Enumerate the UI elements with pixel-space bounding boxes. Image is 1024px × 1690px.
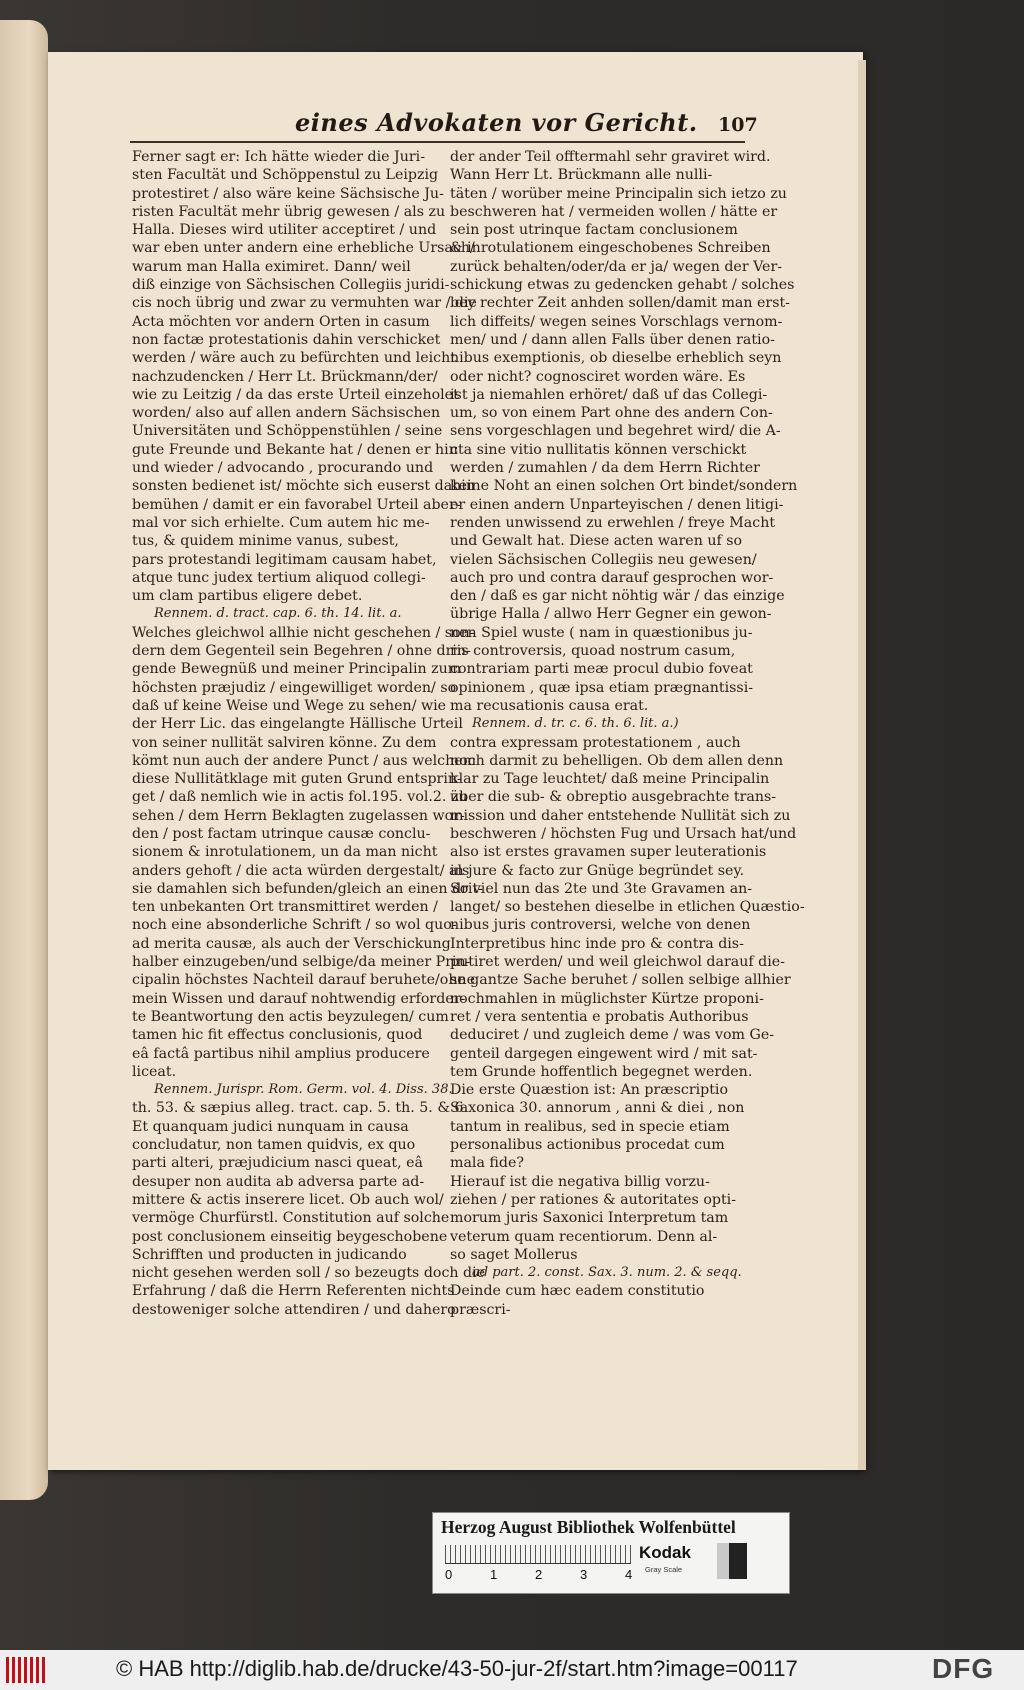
text-line: täten / worüber meine Principalin sich ietzo zu <box>450 185 787 202</box>
text-line: get / daß nemlich wie in actis fol.195. vol.2. zu <box>132 789 468 806</box>
text-line: werden / wäre auch zu befürchten und leicht <box>132 350 456 367</box>
text-line: te Beantwortung den actis beyzulegen/ cum <box>132 1008 449 1025</box>
text-line: und wieder / advocando , procurando und <box>132 460 434 477</box>
previous-page-edge <box>0 20 48 1500</box>
ruler-label: 0 <box>445 1567 453 1582</box>
page-right-edge <box>858 60 866 1470</box>
text-line: sehen / dem Herrn Beklagten zugelassen wor- <box>132 807 465 824</box>
library-name: Herzog August Bibliothek Wolfenbüttel <box>441 1517 736 1537</box>
text-line: desuper non audita ab adversa parte ad- <box>132 1173 425 1190</box>
text-line: keine Noht an einen solchen Ort bindet/sondern <box>450 478 798 495</box>
text-line: cipalin höchstes Nachteil darauf beruhete/ohne <box>132 972 476 989</box>
text-line: nicht gesehen werden soll / so bezeugts doch die <box>132 1265 486 1282</box>
text-line: sten Facultät und Schöppenstul zu Leipzig <box>132 167 439 184</box>
text-line: ma recusationis causa erat. <box>450 697 649 714</box>
text-line: also ist erstes gravamen super leuterationis <box>450 844 767 861</box>
text-line: cis noch übrig und zwar zu vermuhten war / die <box>132 295 477 312</box>
text-line: mittere & actis inserere licet. Ob auch wol/ <box>132 1191 444 1208</box>
text-line: mal vor sich erhielte. Cum autem hic me- <box>132 514 430 531</box>
text-line: anders gehoft / die acta würden dergestalt/ als <box>132 862 470 879</box>
text-line: über die sub- & obreptio ausgebrachte trans- <box>450 789 777 806</box>
text-line: ten unbekanten Ort transmittiret werden / <box>132 899 438 916</box>
page-number: 107 <box>718 114 758 136</box>
text-line: nochmahlen in müglichster Kürtze proponi- <box>450 990 764 1007</box>
text-line: gute Freunde und Bekante hat / denen er hin <box>132 441 458 458</box>
text-line: personalibus actionibus procedat cum <box>450 1137 725 1154</box>
text-line: ad merita causæ, als auch der Verschickung <box>132 935 451 952</box>
text-line: nibus juris controversi, welche von denen <box>450 917 751 934</box>
text-line: Rennem. d. tract. cap. 6. th. 14. lit. a. <box>154 606 402 622</box>
text-line: nen Spiel wuste ( nam in quæstionibus ju- <box>450 624 753 641</box>
header-rule <box>130 141 745 143</box>
text-line: ziehen / per rationes & autoritates opti- <box>450 1191 736 1208</box>
text-line: atque tunc judex tertium aliquod collegi- <box>132 569 426 586</box>
text-line: ris controversis, quoad nostrum casum, <box>450 643 736 660</box>
text-line: concludatur, non tamen quidvis, ex quo <box>132 1137 416 1154</box>
text-line: non factæ protestationis dahin verschicket <box>132 331 441 348</box>
text-line: wie zu Leitzig / da das erste Urteil einzeholet <box>132 386 459 403</box>
text-line: dern dem Gegenteil sein Begehren / ohne drin- <box>132 643 471 660</box>
ruler-label: 1 <box>490 1567 498 1582</box>
text-line: und Gewalt hat. Diese acten waren uf so <box>450 533 743 550</box>
text-line: renden unwissend zu erwehlen / freye Macht <box>450 514 776 531</box>
text-line: & inrotulationem eingeschobenes Schreiben <box>450 240 771 257</box>
text-line: noch darmit zu behelligen. Ob dem allen denn <box>450 752 784 769</box>
text-line: genteil dargegen eingewent wird / mit sat- <box>450 1045 758 1062</box>
gray-scale-swatch <box>717 1543 747 1579</box>
text-line: vermöge Churfürstl. Constitution auf solche <box>132 1210 450 1227</box>
text-line: gende Bewegnüß und meiner Principalin zum <box>132 661 462 678</box>
text-line: opinionem , quæ ipsa etiam prægnantissi- <box>450 679 754 696</box>
text-line: übrige Halla / allwo Herr Gegner ein gewon- <box>450 606 772 623</box>
footer-bar <box>0 1650 1024 1690</box>
text-line: Halla. Dieses wird utiliter acceptiret / und <box>132 222 437 239</box>
color-calibration-card <box>432 1512 790 1594</box>
text-line: pars protestandi legitimam causam habet, <box>132 551 437 568</box>
text-line: daß uf keine Weise und Wege zu sehen/ wie <box>132 697 447 714</box>
text-line: von seiner nullität salviren könne. Zu dem <box>132 734 437 751</box>
hab-logo-icon <box>6 1657 46 1683</box>
text-line: Ferner sagt er: Ich hätte wieder die Juri- <box>132 149 425 165</box>
text-line: Acta möchten vor andern Orten in casum <box>132 313 430 330</box>
text-line: veterum quam recentiorum. Denn al- <box>450 1228 718 1245</box>
text-line: der ander Teil offtermahl sehr graviret wird. <box>450 149 771 165</box>
text-line: tem Grunde hoffentlich begegnet werden. <box>450 1063 753 1080</box>
ruler-label: 3 <box>580 1567 588 1582</box>
text-line: mein Wissen und darauf nohtwendig erforder- <box>132 990 466 1007</box>
text-line: sionem & inrotulationem, un da man nicht <box>132 844 438 861</box>
text-line: Saxonica 30. annorum , anni & diei , non <box>450 1100 745 1117</box>
text-line: schickung etwas zu gedencken gehabt / solches <box>450 277 795 294</box>
text-line: noch eine absonderliche Schrift / so wol quo- <box>132 917 457 934</box>
text-line: beschweren / höchsten Fug und Ursach hat/und <box>450 825 797 842</box>
text-line: der Herr Lic. das eingelangte Hällische Urteil <box>132 716 463 733</box>
text-line: langet/ so bestehen dieselbe in etlichen Quæstio- <box>450 899 805 916</box>
text-line: Schrifften und producten in judicando <box>132 1246 407 1263</box>
text-line: mission und daher entstehende Nullität sich zu <box>450 807 791 824</box>
running-head: eines Advokaten vor Gericht. <box>295 108 698 137</box>
text-line: vielen Sächsischen Collegiis neu gewesen/ <box>450 551 757 568</box>
kodak-logo: Kodak <box>639 1543 691 1562</box>
text-line: protestiret / also wäre keine Sächsische Ju- <box>132 185 444 202</box>
text-line: eâ factâ partibus nihil amplius producere <box>132 1045 430 1062</box>
text-line: Erfahrung / daß die Herrn Referenten nichts <box>132 1283 455 1300</box>
text-line: bey rechter Zeit anhden sollen/damit man erst- <box>450 295 790 312</box>
scale-ruler <box>445 1545 631 1564</box>
text-line: deduciret / und zugleich deme / was vom Ge- <box>450 1027 775 1044</box>
text-line: nibus exemptionis, ob dieselbe erheblich seyn <box>450 350 782 367</box>
text-line: bemühen / damit er ein favorabel Urteil aber- <box>132 496 461 513</box>
text-line: lich diffeits/ wegen seines Vorschlags vernom- <box>450 313 783 330</box>
text-line: klar zu Tage leuchtet/ daß meine Principalin <box>450 771 770 788</box>
text-line: ret / vera sententia e probatis Authoribus <box>450 1008 749 1025</box>
text-line: diese Nullitätklage mit guten Grund entsprin- <box>132 771 462 788</box>
text-line: diß einzige von Sächsischen Collegiis juridi- <box>132 277 450 294</box>
text-line: um, so von einem Part ohne des andern Con- <box>450 405 773 422</box>
text-line: auch pro und contra darauf gesprochen wor- <box>450 569 774 586</box>
text-line: se gantze Sache beruhet / sollen selbige allhier <box>450 972 791 989</box>
text-line: contrariam parti meæ procul dubio foveat <box>450 661 753 678</box>
text-line: Universitäten und Schöppenstühlen / seine <box>132 423 443 440</box>
text-line: risten Facultät mehr übrig gewesen / als zu <box>132 203 446 220</box>
dfg-logo: DFG <box>932 1653 995 1684</box>
text-line: post conclusionem einseitig beygeschobene <box>132 1228 448 1245</box>
text-line: worden/ also auf allen andern Sächsischen <box>132 405 441 422</box>
text-line: nachzudencken / Herr Lt. Brückmann/der/ <box>132 368 438 385</box>
text-line: cta sine vitio nullitatis können verschickt <box>450 441 747 458</box>
text-line: sonsten bedienet ist/ möchte sich euserst dahin <box>132 478 475 495</box>
text-line: morum juris Saxonici Interpretum tam <box>450 1210 729 1227</box>
text-line: ad part. 2. const. Sax. 3. num. 2. & seqq. <box>472 1265 742 1281</box>
text-line: putiret werden/ und weil gleichwol darauf die- <box>450 954 785 971</box>
text-line: Wann Herr Lt. Brückmann alle nulli- <box>450 167 713 184</box>
text-line: liceat. <box>132 1063 177 1080</box>
text-line: Interpretibus hinc inde pro & contra dis- <box>450 935 744 952</box>
text-line: halber einzugeben/und selbige/da meiner Prin- <box>132 954 471 971</box>
text-line: mala fide? <box>450 1155 524 1172</box>
text-line: Deinde cum hæc eadem constitutio <box>450 1283 705 1300</box>
right-text-column <box>450 148 805 1319</box>
ruler-labels <box>445 1567 631 1585</box>
text-line: sens vorgeschlagen und begehret wird/ die A- <box>450 423 781 440</box>
kodak-subtitle: Gray Scale <box>645 1565 683 1574</box>
text-line: So viel nun das 2te und 3te Gravamen an- <box>450 880 753 897</box>
text-line: warum man Halla eximiret. Dann/ weil <box>132 258 411 275</box>
text-line: er einen andern Unparteyischen / denen litigi- <box>450 496 784 513</box>
text-line: war eben unter andern eine erhebliche Ursach/ <box>132 240 475 257</box>
text-line: Rennem. d. tr. c. 6. th. 6. lit. a.) <box>472 716 679 732</box>
text-line: destoweniger solche attendiren / und dahero <box>132 1301 456 1318</box>
text-line: werden / zumahlen / da dem Herrn Richter <box>450 460 760 477</box>
text-line: ist ja niemahlen erhöret/ daß uf das Collegi- <box>450 386 768 403</box>
text-line: th. 53. & sæpius alleg. tract. cap. 5. th. 5. & 6. <box>132 1100 469 1117</box>
text-line: sie damahlen sich befunden/gleich an einen drit- <box>132 880 483 897</box>
text-line: tus, & quidem minime vanus, subest, <box>132 533 399 550</box>
text-line: so saget Mollerus <box>450 1246 578 1263</box>
text-line: um clam partibus eligere debet. <box>132 588 363 605</box>
text-line: Die erste Quæstion ist: An præscriptio <box>450 1082 729 1099</box>
text-line: beschweren hat / vermeiden wollen / hätte er <box>450 203 778 220</box>
text-line: contra expressam protestationem , auch <box>450 734 741 751</box>
footer-url-text: © HAB http://diglib.hab.de/drucke/43-50-jur-2f/start.htm?image=00117 <box>116 1656 798 1681</box>
text-line: kömt nun auch der andere Punct / aus welchem <box>132 752 477 769</box>
text-line: in jure & facto zur Gnüge begründet sey. <box>450 862 745 879</box>
text-line: Et quanquam judici nunquam in causa <box>132 1118 409 1135</box>
text-line: men/ und / dann allen Falls über denen ratio- <box>450 331 775 348</box>
ruler-label: 4 <box>625 1567 633 1582</box>
text-line: höchsten præjudiz / eingewilliget worden/ so <box>132 679 457 696</box>
text-line: tantum in realibus, sed in specie etiam <box>450 1118 730 1135</box>
text-line: zurück behalten/oder/da er ja/ wegen der Ver- <box>450 258 783 275</box>
ruler-label: 2 <box>535 1567 543 1582</box>
text-line: oder nicht? cognosciret worden wäre. Es <box>450 368 746 385</box>
text-line: tamen hic fit effectus conclusionis, quod <box>132 1027 423 1044</box>
text-line: den / post factam utrinque causæ conclu- <box>132 825 431 842</box>
text-line: Rennem. Jurispr. Rom. Germ. vol. 4. Diss. 38. <box>154 1082 453 1098</box>
text-line: præscri- <box>450 1301 511 1318</box>
text-line: Hierauf ist die negativa billig vorzu- <box>450 1173 710 1190</box>
text-line: sein post utrinque factam conclusionem <box>450 222 738 239</box>
text-line: den / daß es gar nicht nöhtig wär / das einzige <box>450 588 785 605</box>
text-line: Welches gleichwol allhie nicht geschehen / son- <box>132 624 475 641</box>
text-line: parti alteri, præjudicium nasci queat, eâ <box>132 1155 423 1172</box>
